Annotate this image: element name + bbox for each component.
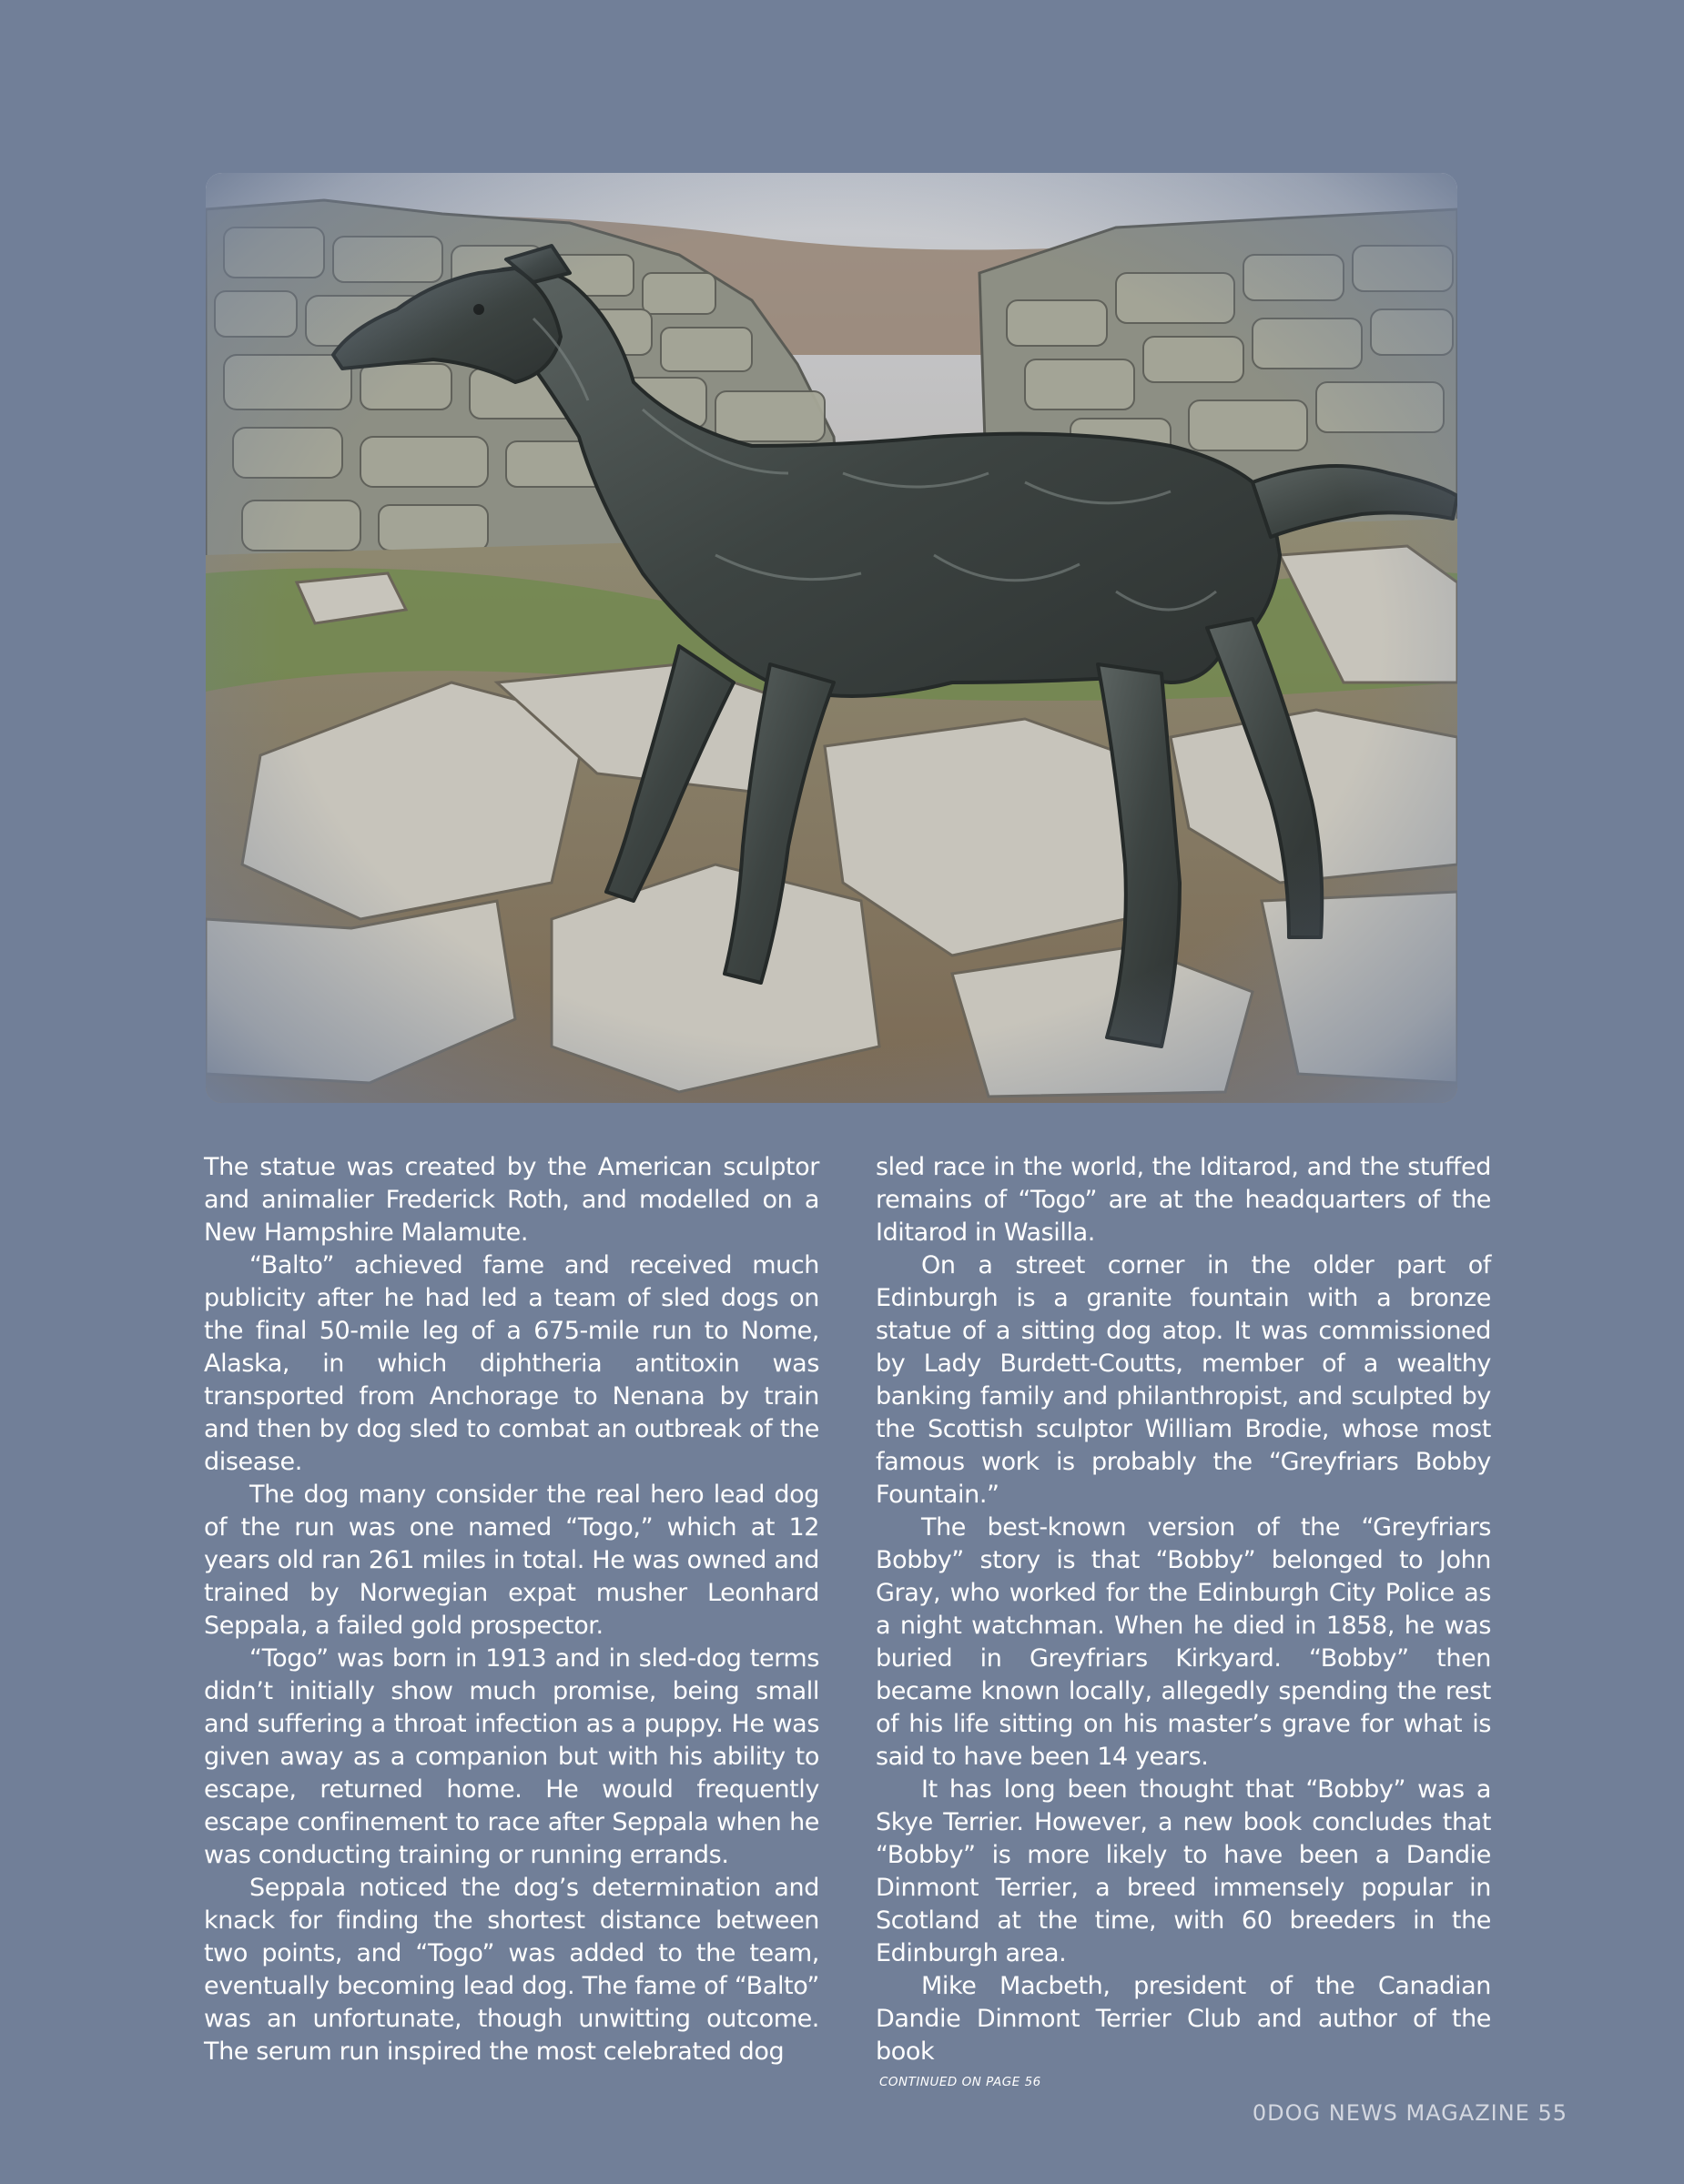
paragraph: “Balto” achieved fame and received much publicity after he had led a team of sled dogs on the final 50-mile leg of a 675-mile run to Nome, Alaska, in which diphtheria antitoxin was transported from Anchorage to Nenana by train and then by dog sled to combat an outbreak of the disease. <box>204 1251 819 1476</box>
article-column-right <box>876 1151 1491 2089</box>
statue-photo-illustration <box>206 173 1457 1103</box>
article-column-left <box>204 1151 819 2066</box>
paragraph: The best-known version of the “Greyfriars Bobby” story is that “Bobby” belonged to John Gray, who worked for the Edinburgh City Police as a night watchman. When he died in 1858, he was buried in Greyfriars Kirkyard. “Bobby” then became known locally, allegedly spending the rest of his life sitting on his master’s grave for what is said to have been 14 years. <box>876 1513 1491 1771</box>
page-folio: 0DOG NEWS MAGAZINE 55 <box>1252 2100 1567 2126</box>
continued-note: CONTINUED ON PAGE 56 <box>879 2075 1041 2089</box>
article-body <box>204 1151 1491 2089</box>
paragraph: sled race in the world, the Iditarod, and the stuffed remains of “Togo” are at the headquarters of the Iditarod in Wasilla. <box>876 1153 1491 1247</box>
paragraph: “Togo” was born in 1913 and in sled-dog terms didn’t initially show much promise, being small and suffering a throat infection as a puppy. He was given away as a companion but with his ability to escape, returned home. He would frequently escape confinement to race after Seppala when he was conducting training or running errands. <box>204 1644 819 1869</box>
paragraph: The statue was created by the American sculptor and animalier Frederick Roth, and modelled on a New Hampshire Malamute. <box>204 1153 819 1247</box>
paragraph: It has long been thought that “Bobby” was a Skye Terrier. However, a new book concludes that “Bobby” is more likely to have been a Dandie Dinmont Terrier, a breed immensely popular in Scotland at the time, with 60 breeders in the Edinburgh area. <box>876 1775 1491 1967</box>
statue-photo <box>206 173 1457 1103</box>
paragraph: Mike Macbeth, president of the Canadian Dandie Dinmont Terrier Club and author of the book <box>876 1972 1491 2066</box>
paragraph: The dog many consider the real hero lead dog of the run was one named “Togo,” which at 12 years old ran 261 miles in total. He was owned and trained by Norwegian expat musher Leonhard Seppala, a failed gold prospector. <box>204 1481 819 1640</box>
paragraph: On a street corner in the older part of Edinburgh is a granite fountain with a bronze statue of a sitting dog atop. It was commissioned by Lady Burdett-Coutts, member of a wealthy banking family and philanthropist, and sculpted by the Scottish sculptor William Brodie, whose most famous work is probably the “Greyfriars Bobby Fountain.” <box>876 1251 1491 1509</box>
paragraph: Seppala noticed the dog’s determination and knack for finding the shortest distance between two points, and “Togo” was added to the team, eventually becoming lead dog. The fame of “Balto” was an unfortunate, though unwitting outcome. The serum run inspired the most celebrated dog <box>204 1874 819 2066</box>
